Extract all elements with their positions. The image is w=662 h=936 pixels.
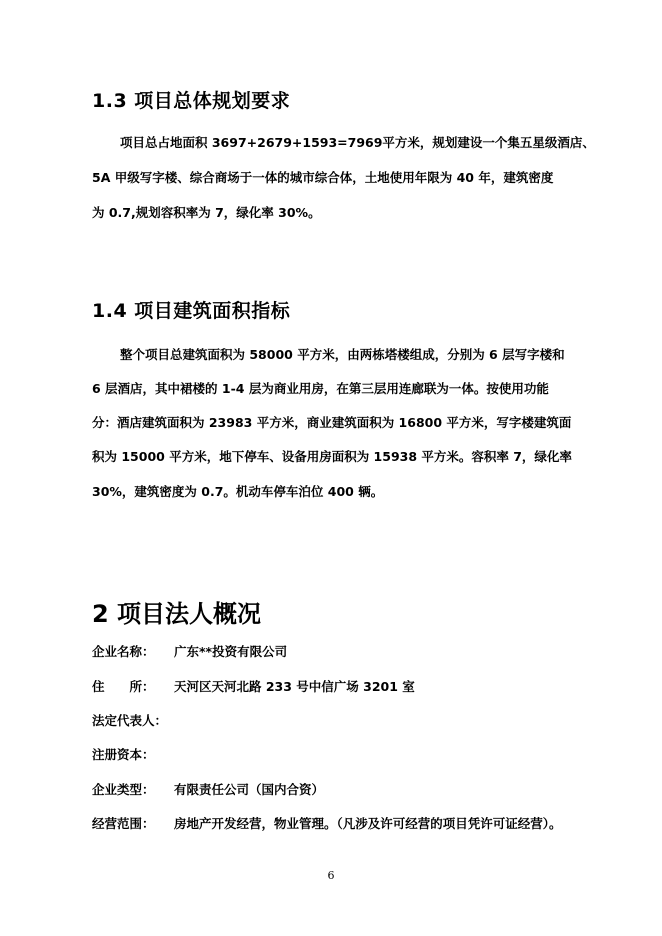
field-label: 经营范围：	[92, 816, 155, 831]
paragraph-line: 5A 甲级写字楼、综合商场于一体的城市综合体，土地使用年限为 40 年，建筑密度	[92, 170, 554, 185]
field-label: 企业名称：	[92, 644, 155, 659]
paragraph-line: 整个项目总建筑面积为 58000 平方米，由两栋塔楼组成，分别为 6 层写字楼和	[120, 347, 565, 362]
field-label: 住 所：	[92, 679, 155, 694]
paragraph-line: 30%，建筑密度为 0.7。机动车停车泊位 400 辆。	[92, 484, 384, 499]
field-company-name	[92, 642, 287, 660]
paragraph-line: 6 层酒店，其中裙楼的 1-4 层为商业用房，在第三层用连廊联为一体。按使用功能	[92, 381, 549, 396]
field-legal-representative	[92, 711, 174, 729]
paragraph-line: 项目总占地面积 3697+2679+1593=7969平方米，规划建设一个集五星级酒店、	[120, 135, 595, 150]
field-business-scope	[92, 814, 562, 832]
field-value: 房地产开发经营，物业管理。（凡涉及许可经营的项目凭许可证经营）。	[174, 816, 562, 831]
field-company-type	[92, 780, 324, 798]
field-address	[92, 677, 415, 695]
section-heading-2: 2 项目法人概况	[92, 600, 262, 628]
field-value: 有限责任公司（国内合资）	[174, 782, 325, 797]
field-label: 企业类型：	[92, 782, 155, 797]
section-heading-1-3: 1.3 项目总体规划要求	[92, 90, 291, 112]
paragraph-line: 积为 15000 平方米，地下停车、设备用房面积为 15938 平方米。容积率 7，绿化率	[92, 449, 572, 464]
page-number: 6	[327, 869, 335, 882]
field-registered-capital	[92, 745, 174, 763]
field-label: 注册资本：	[92, 747, 155, 762]
field-label: 法定代表人：	[92, 713, 168, 728]
section-heading-1-4: 1.4 项目建筑面积指标	[92, 300, 291, 322]
paragraph-line: 为 0.7,规划容积率为 7，绿化率 30%。	[92, 205, 321, 220]
paragraph-line: 分：酒店建筑面积为 23983 平方米，商业建筑面积为 16800 平方米，写字楼建筑面	[92, 415, 572, 430]
field-value: 广东**投资有限公司	[174, 644, 288, 659]
field-value: 天河区天河北路 233 号中信广场 3201 室	[174, 679, 415, 694]
